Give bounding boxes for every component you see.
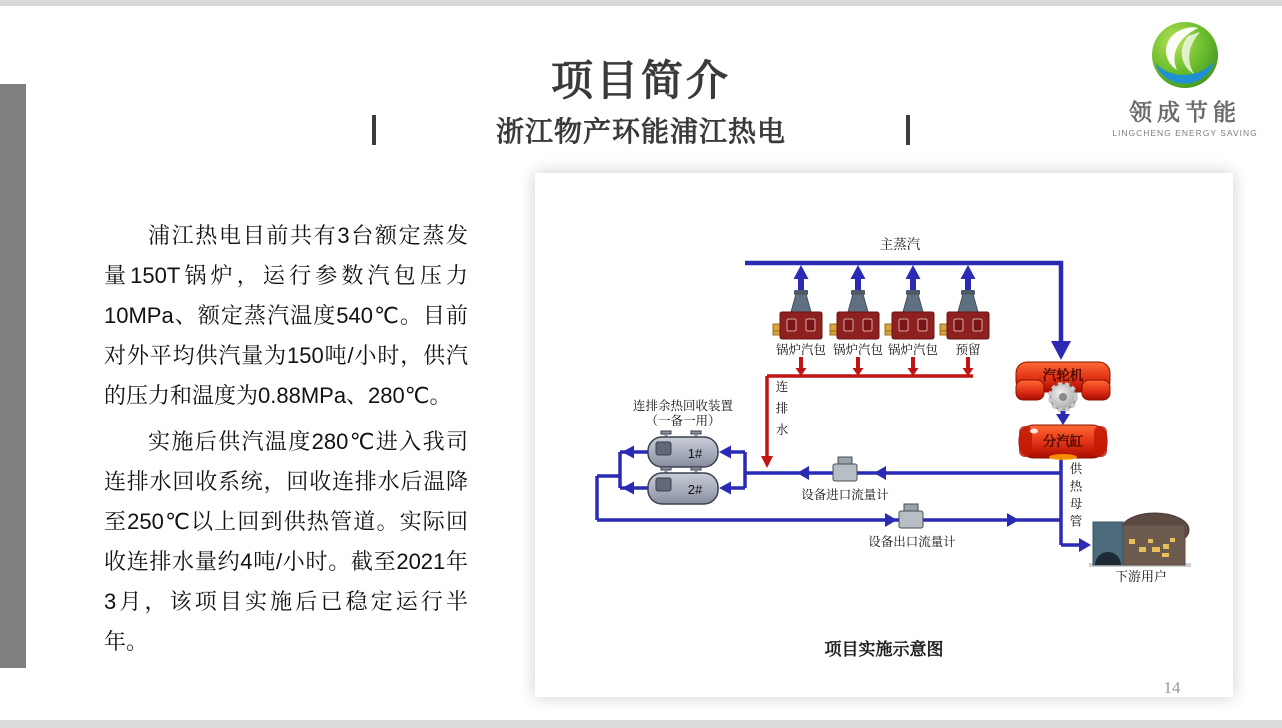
left-accent-bar <box>0 84 26 668</box>
boiler-icon <box>885 290 934 339</box>
diagram-caption: 项目实施示意图 <box>824 640 944 659</box>
logo-name: 领成节能 <box>1129 99 1241 125</box>
boiler-label-2: 锅炉汽包 <box>832 343 884 357</box>
turbine-outlet-arrow <box>1056 411 1070 425</box>
steam-header-label: 分汽缸 <box>1042 434 1084 449</box>
subtitle-divider-right <box>906 115 910 145</box>
downstream-user-label: 下游用户 <box>1114 569 1168 584</box>
company-logo <box>1105 20 1265 138</box>
boiler-icon <box>940 290 989 339</box>
tank-icon-2 <box>648 467 718 504</box>
intro-paragraph-2: 实施后供汽温度280℃进入我司连排水回收系统，回收连排水后温降至250℃以上回到供热管道。实际回收连排水量约4吨/小时。截至2021年3月，该项目实施后已稳定运行半年。 <box>104 429 468 654</box>
boiler-icon <box>830 290 879 339</box>
outlet-flow-meter-icon <box>899 504 923 528</box>
process-diagram <box>535 173 1233 697</box>
blowdown-pipe <box>761 357 974 468</box>
recovery-device-label: 连排余热回收装置 <box>632 399 734 413</box>
intro-paragraph-1: 浦江热电目前共有3台额定蒸发量150T锅炉，运行参数汽包压力10MPa、额定蒸汽温度540℃。目前对外平均供汽量为150吨/小时，供汽的压力和温度为0.88MPa、280℃。 <box>104 223 468 408</box>
subtitle-text: 浙江物产环能浦江热电 <box>495 116 786 147</box>
outlet-meter-label: 设备出口流量计 <box>868 535 956 549</box>
boiler-label-3: 锅炉汽包 <box>887 343 939 357</box>
page-number: 14 <box>1163 678 1181 697</box>
boiler-label-1: 锅炉汽包 <box>775 343 827 357</box>
logo-tagline: LINGCHENG ENERGY SAVING <box>1112 128 1258 138</box>
main-steam-label: 主蒸汽 <box>879 237 921 252</box>
inlet-meter-label: 设备进口流量计 <box>801 488 889 502</box>
boiler-steam-arrows <box>794 265 976 294</box>
logo-globe-icon <box>1150 20 1220 90</box>
tank1-label: 1# <box>687 446 703 461</box>
boiler-icon <box>773 290 822 339</box>
main-steam-down-arrow <box>1051 341 1071 360</box>
top-edge-strip <box>0 0 1282 6</box>
page-title: 项目简介 <box>550 59 731 105</box>
recovery-mode-label: （一备一用） <box>645 414 721 428</box>
boiler-label-4: 预留 <box>955 343 981 357</box>
inlet-flow-meter-icon <box>833 457 857 481</box>
subtitle <box>0 110 1282 150</box>
intro-text-block <box>104 216 468 662</box>
factory-icon <box>1089 513 1191 567</box>
diagram-card <box>535 173 1233 697</box>
blowdown-water-label: 连排水 <box>774 380 788 445</box>
supply-main-label: 供热母管 <box>1068 462 1082 532</box>
boiler-icons <box>773 290 989 339</box>
bottom-edge-strip <box>0 720 1282 728</box>
tank-icon-1 <box>648 431 718 467</box>
turbine-label: 汽轮机 <box>1042 368 1084 383</box>
subtitle-divider-left <box>372 115 376 145</box>
tank2-label: 2# <box>687 482 703 497</box>
